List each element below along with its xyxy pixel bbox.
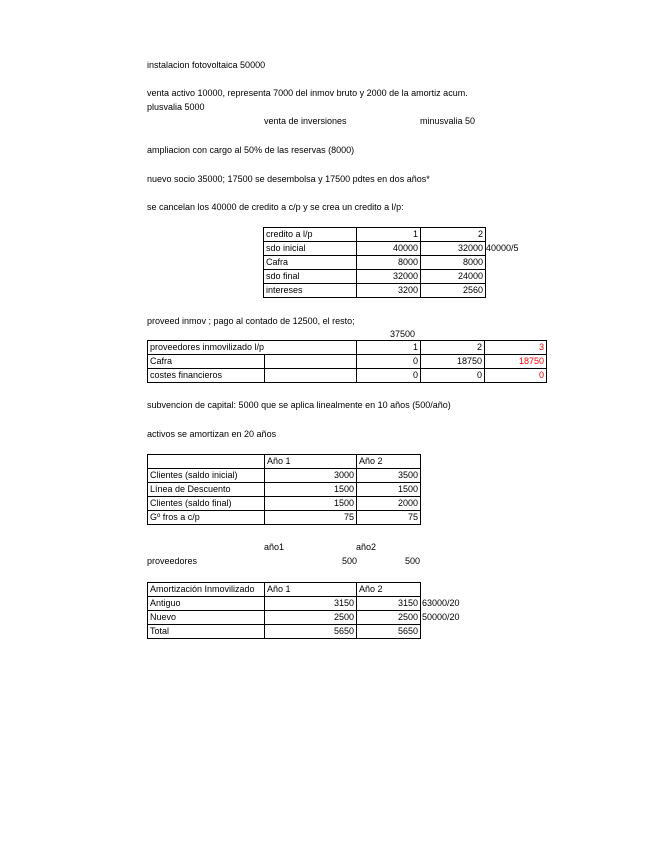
clientes-table xyxy=(147,454,421,525)
table-cell xyxy=(265,369,357,383)
table-cell: 8000 xyxy=(357,256,421,270)
table-cell: 32000 xyxy=(421,242,486,256)
table-row xyxy=(148,341,547,355)
table-cell xyxy=(148,455,265,469)
table-cell: 18750 xyxy=(421,355,485,369)
note-plusvalia: plusvalia 5000 xyxy=(147,102,205,112)
credito-table xyxy=(263,227,486,298)
table-row xyxy=(148,597,421,611)
table-cell: 1 xyxy=(357,341,421,355)
table-cell: 24000 xyxy=(421,270,486,284)
table-row xyxy=(148,355,547,369)
note-proveed-inmov: proveed inmov ; pago al contado de 12500, el resto; xyxy=(147,316,355,326)
table-row xyxy=(148,455,421,469)
table-row xyxy=(148,369,547,383)
table-cell: 1500 xyxy=(357,483,421,497)
table-cell: 0 xyxy=(357,369,421,383)
table-cell: 2500 xyxy=(357,611,421,625)
table-cell: 3150 xyxy=(357,597,421,611)
proveedores-label: proveedores xyxy=(147,556,198,566)
table-row xyxy=(148,611,421,625)
table-cell: Año 2 xyxy=(357,455,421,469)
table-cell: credito a l/p xyxy=(264,228,357,242)
table-row xyxy=(264,284,486,298)
proveedores-value-2: 500 xyxy=(404,556,420,566)
table-cell: 8000 xyxy=(421,256,486,270)
table-cell: costes financieros xyxy=(148,369,265,383)
table-row xyxy=(264,256,486,270)
table-row xyxy=(148,583,421,597)
table-cell: 2 xyxy=(421,341,485,355)
table-row xyxy=(148,483,421,497)
table-cell: 3 xyxy=(485,341,547,355)
note-minusvalia: minusvalia 50 xyxy=(420,116,476,126)
table-cell: Línea de Descuento xyxy=(148,483,265,497)
table-cell xyxy=(265,341,357,355)
table-cell: 2 xyxy=(421,228,486,242)
table-cell: Año 1 xyxy=(265,455,357,469)
table-row xyxy=(148,469,421,483)
table-cell: Gº fros a c/p xyxy=(148,511,265,525)
table-cell: Nuevo xyxy=(148,611,265,625)
table-cell: 1500 xyxy=(265,483,357,497)
table-cell: 3000 xyxy=(265,469,357,483)
table-cell: 18750 xyxy=(485,355,547,369)
note-fotovoltaica: instalacion fotovoltaica 50000 xyxy=(147,60,266,70)
table-cell: sdo inicial xyxy=(264,242,357,256)
table-row xyxy=(148,511,421,525)
note-cancelan-credito: se cancelan los 40000 de credito a c/p y se crea un credito a l/p: xyxy=(147,202,404,212)
table-cell: Clientes (saldo inicial) xyxy=(148,469,265,483)
amortizacion-note-antiguo: 63000/20 xyxy=(422,598,460,608)
table-cell: Clientes (saldo final) xyxy=(148,497,265,511)
table-cell: 2000 xyxy=(357,497,421,511)
table-cell: Cafra xyxy=(264,256,357,270)
table-cell: 3200 xyxy=(357,284,421,298)
table-cell: Amortización Inmovilizado xyxy=(148,583,265,597)
table-row xyxy=(264,270,486,284)
table-cell: 3500 xyxy=(357,469,421,483)
table-cell: 40000 xyxy=(357,242,421,256)
table-cell: sdo final xyxy=(264,270,357,284)
table-cell: 2500 xyxy=(265,611,357,625)
proveedores-value-1: 500 xyxy=(341,556,357,566)
table-row xyxy=(148,625,421,639)
proveedores-col2-label: año2 xyxy=(356,542,377,552)
table-cell: Total xyxy=(148,625,265,639)
table-cell: 2560 xyxy=(421,284,486,298)
amortizacion-table xyxy=(147,582,421,639)
table-cell: proveedores inmovilizado l/p xyxy=(148,341,265,355)
note-resto-amount: 37500 xyxy=(390,329,416,339)
table-cell: Año 2 xyxy=(357,583,421,597)
table-cell: 75 xyxy=(357,511,421,525)
note-venta-activo: venta activo 10000, representa 7000 del inmov bruto y 2000 de la amortiz acum. xyxy=(147,88,468,98)
table-cell: 5650 xyxy=(357,625,421,639)
table-cell: Cafra xyxy=(148,355,265,369)
table-cell: 0 xyxy=(485,369,547,383)
table-cell: 3150 xyxy=(265,597,357,611)
note-subvencion: subvencion de capital: 5000 que se aplica linealmente en 10 años (500/año) xyxy=(147,400,451,410)
note-amortizan: activos se amortizan en 20 años xyxy=(147,429,277,439)
table-cell: Año 1 xyxy=(265,583,357,597)
table-cell: 0 xyxy=(357,355,421,369)
table-cell: 32000 xyxy=(357,270,421,284)
note-nuevo-socio: nuevo socio 35000; 17500 se desembolsa y 17500 pdtes en dos años* xyxy=(147,174,430,184)
credito-side-note: 40000/5 xyxy=(486,243,519,253)
table-cell: 5650 xyxy=(265,625,357,639)
amortizacion-note-nuevo: 50000/20 xyxy=(422,612,460,622)
table-row xyxy=(264,228,486,242)
table-cell: 75 xyxy=(265,511,357,525)
note-ampliacion: ampliacion con cargo al 50% de las reservas (8000) xyxy=(147,145,355,155)
table-cell: 1 xyxy=(357,228,421,242)
table-cell: Antiguo xyxy=(148,597,265,611)
note-venta-inversiones: venta de inversiones xyxy=(264,116,347,126)
table-cell: 0 xyxy=(421,369,485,383)
table-row xyxy=(148,497,421,511)
table-row xyxy=(264,242,486,256)
table-cell xyxy=(265,355,357,369)
table-cell: intereses xyxy=(264,284,357,298)
table-cell: 1500 xyxy=(265,497,357,511)
proveedores-col1-label: año1 xyxy=(264,542,285,552)
proveedores-inmov-table xyxy=(147,340,547,383)
